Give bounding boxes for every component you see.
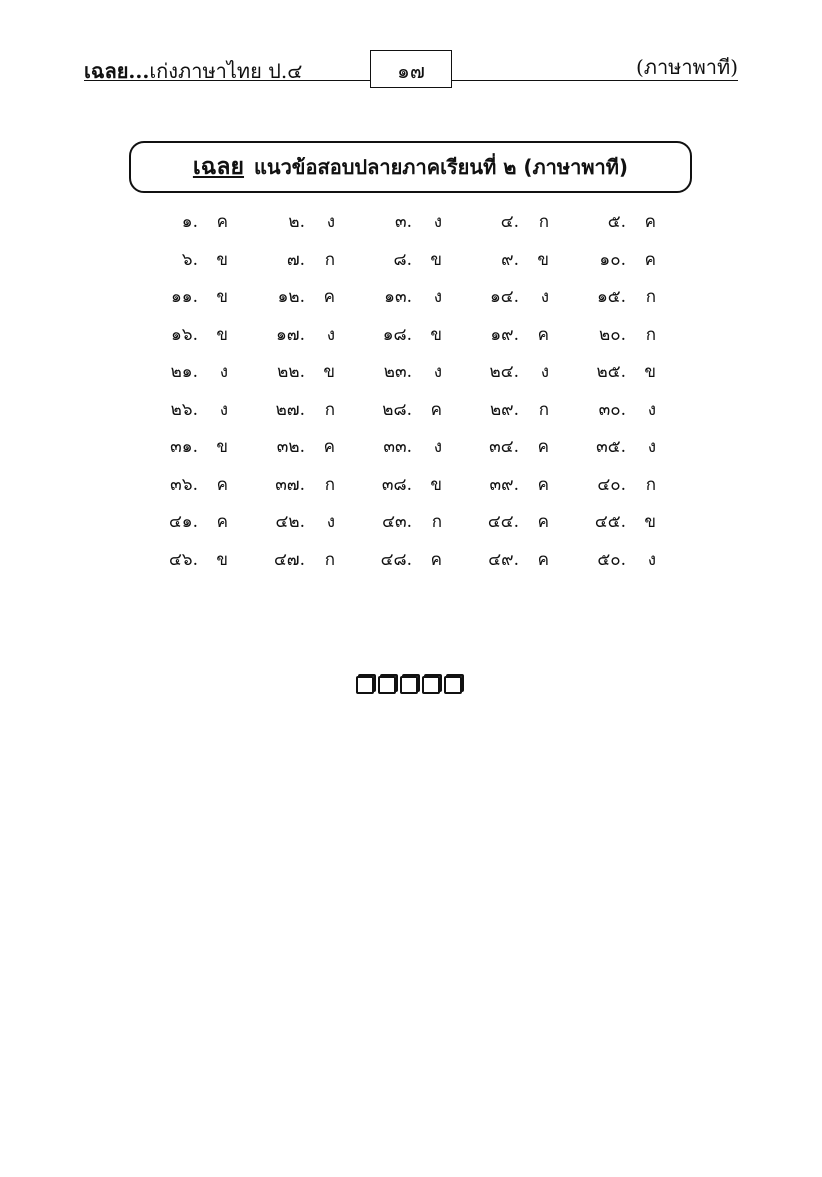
- answer-choice: ข: [216, 249, 228, 270]
- question-number: ๒๖.: [170, 399, 198, 420]
- answer-choice: ง: [433, 437, 442, 458]
- answer-choice: ง: [433, 212, 442, 233]
- answer-row: [143, 503, 678, 541]
- answer-choice: ก: [324, 474, 335, 495]
- question-number: ๓๓.: [383, 437, 412, 458]
- answer-choice: ง: [647, 549, 656, 570]
- answer-item: [464, 246, 571, 273]
- answer-item: [571, 358, 678, 385]
- answer-choice: ง: [540, 287, 549, 308]
- answer-choice: ง: [647, 399, 656, 420]
- answer-item: [357, 546, 464, 573]
- answer-row: [143, 428, 678, 466]
- answer-item: [357, 471, 464, 498]
- answer-choice: ข: [216, 549, 228, 570]
- question-number: ๒๙.: [489, 399, 519, 420]
- question-number: ๒.: [288, 212, 305, 233]
- answer-item: [357, 321, 464, 348]
- answer-choice: ง: [433, 287, 442, 308]
- header-book-name: เก่งภาษาไทย ป.๔: [149, 59, 303, 83]
- question-number: ๓๔.: [489, 437, 519, 458]
- answer-choice: ง: [647, 437, 656, 458]
- answer-item: [464, 208, 571, 235]
- question-number: ๒๕.: [596, 362, 626, 383]
- answer-choice: ก: [538, 212, 549, 233]
- header-subject: (ภาษาพาที): [635, 55, 738, 79]
- answer-choice: ก: [645, 287, 656, 308]
- question-number: ๒๒.: [277, 362, 305, 383]
- question-number: ๒๓.: [383, 362, 412, 383]
- answer-item: [357, 246, 464, 273]
- answer-item: [143, 508, 250, 535]
- answer-item: [571, 508, 678, 535]
- answer-item: [571, 433, 678, 460]
- question-number: ๓๙.: [489, 474, 519, 495]
- answer-item: [464, 358, 571, 385]
- answer-item: [357, 283, 464, 310]
- answer-choice: ค: [216, 212, 228, 233]
- answer-item: [143, 396, 250, 423]
- question-number: ๑.: [181, 212, 198, 233]
- question-number: ๑๕.: [596, 287, 626, 308]
- answer-item: [571, 546, 678, 573]
- answer-item: [357, 433, 464, 460]
- answer-choice: ง: [326, 212, 335, 233]
- answer-item: [357, 508, 464, 535]
- answer-row: [143, 391, 678, 429]
- answer-choice: ง: [433, 362, 442, 383]
- answer-row: [143, 541, 678, 579]
- question-number: ๕๐.: [597, 549, 626, 570]
- answer-row: [143, 203, 678, 241]
- question-number: ๒๗.: [275, 399, 305, 420]
- question-number: ๑๓.: [384, 287, 412, 308]
- answer-item: [250, 471, 357, 498]
- question-number: ๔๕.: [594, 512, 626, 533]
- answer-item: [250, 321, 357, 348]
- question-number: ๑๑.: [171, 287, 198, 308]
- answer-choice: ค: [216, 512, 228, 533]
- answer-item: [143, 208, 250, 235]
- answer-choice: ข: [430, 324, 442, 345]
- answer-choice: ก: [431, 512, 442, 533]
- question-number: ๓๗.: [275, 474, 305, 495]
- answer-item: [357, 396, 464, 423]
- answer-item: [464, 396, 571, 423]
- question-number: ๙.: [501, 249, 519, 270]
- answer-item: [357, 208, 464, 235]
- answer-item: [143, 358, 250, 385]
- answer-item: [357, 358, 464, 385]
- question-number: ๒๔.: [489, 362, 519, 383]
- answer-item: [250, 208, 357, 235]
- answer-row: [143, 241, 678, 279]
- answer-item: [250, 283, 357, 310]
- page-number-box: [370, 50, 452, 88]
- square-ornament-icon: [378, 676, 396, 694]
- end-ornament: [356, 673, 466, 695]
- answer-item: [143, 246, 250, 273]
- answer-choice: ค: [537, 324, 549, 345]
- question-number: ๗.: [286, 249, 305, 270]
- answer-choice: ก: [324, 249, 335, 270]
- answer-choice: ง: [219, 399, 228, 420]
- answer-item: [250, 433, 357, 460]
- answer-choice: ง: [326, 512, 335, 533]
- answer-choice: ข: [216, 324, 228, 345]
- question-number: ๓๘.: [381, 474, 412, 495]
- title-subtitle: แนวข้อสอบปลายภาคเรียนที่ ๒ (ภาษาพาที): [254, 155, 629, 179]
- question-number: ๔๙.: [488, 549, 519, 570]
- answer-choice: ค: [537, 474, 549, 495]
- answer-choice: ก: [645, 324, 656, 345]
- question-number: ๒๘.: [382, 399, 412, 420]
- answer-choice: ก: [645, 474, 656, 495]
- answer-choice: ค: [644, 249, 656, 270]
- answer-item: [250, 358, 357, 385]
- square-ornament-icon: [444, 676, 462, 694]
- answer-choice: ข: [644, 512, 656, 533]
- question-number: ๓๑.: [170, 437, 198, 458]
- answer-item: [571, 246, 678, 273]
- answer-item: [143, 433, 250, 460]
- answer-item: [571, 396, 678, 423]
- answer-item: [464, 508, 571, 535]
- answer-item: [143, 546, 250, 573]
- answer-row: [143, 316, 678, 354]
- answer-choice: ค: [430, 399, 442, 420]
- answer-item: [143, 471, 250, 498]
- answer-item: [464, 471, 571, 498]
- question-number: ๒๐.: [599, 324, 626, 345]
- question-number: ๔๖.: [168, 549, 198, 570]
- question-number: ๑๒.: [277, 287, 305, 308]
- answer-choice: ค: [430, 549, 442, 570]
- answer-choice: ค: [323, 437, 335, 458]
- answer-row: [143, 353, 678, 391]
- question-number: ๓๖.: [170, 474, 198, 495]
- answer-item: [250, 508, 357, 535]
- answer-item: [464, 321, 571, 348]
- answer-item: [143, 283, 250, 310]
- answer-item: [571, 208, 678, 235]
- header-book-title: [84, 55, 302, 87]
- answer-choice: ข: [644, 362, 656, 383]
- question-number: ๓๐.: [598, 399, 626, 420]
- answer-choice: ก: [324, 549, 335, 570]
- answer-row: [143, 278, 678, 316]
- page-header: [84, 46, 738, 86]
- answer-key-title: [129, 141, 692, 193]
- question-number: ๔๔.: [487, 512, 519, 533]
- answer-item: [571, 283, 678, 310]
- header-answer-label: เฉลย...: [84, 59, 150, 83]
- question-number: ๑๙.: [490, 324, 519, 345]
- answer-choice: ค: [537, 512, 549, 533]
- question-number: ๔๑.: [168, 512, 198, 533]
- square-ornament-icon: [400, 676, 418, 694]
- answer-choice: ข: [430, 249, 442, 270]
- answer-choice: ง: [326, 324, 335, 345]
- answer-choice: ค: [216, 474, 228, 495]
- question-number: ๒๑.: [170, 362, 198, 383]
- answer-choice: ค: [644, 212, 656, 233]
- question-number: ๖.: [181, 249, 198, 270]
- title-main: เฉลย: [192, 154, 245, 180]
- square-ornament-icon: [422, 676, 440, 694]
- answer-choice: ข: [430, 474, 442, 495]
- question-number: ๑๖.: [171, 324, 198, 345]
- answer-item: [571, 471, 678, 498]
- answer-item: [250, 246, 357, 273]
- answer-choice: ก: [324, 399, 335, 420]
- question-number: ๔๘.: [380, 549, 412, 570]
- question-number: ๔๐.: [597, 474, 626, 495]
- answer-choice: ค: [323, 287, 335, 308]
- answer-item: [250, 396, 357, 423]
- answer-item: [464, 546, 571, 573]
- answer-item: [464, 283, 571, 310]
- question-number: ๔๓.: [382, 512, 412, 533]
- answer-choice: ข: [216, 287, 228, 308]
- answer-item: [250, 546, 357, 573]
- answer-choice: ค: [537, 549, 549, 570]
- page-number: ๑๗: [397, 59, 425, 83]
- answer-item: [464, 433, 571, 460]
- question-number: ๔.: [500, 212, 519, 233]
- question-number: ๑๘.: [382, 324, 412, 345]
- answer-row: [143, 466, 678, 504]
- answer-item: [143, 321, 250, 348]
- answer-choice: ง: [219, 362, 228, 383]
- question-number: ๑๗.: [276, 324, 305, 345]
- question-number: ๕.: [607, 212, 626, 233]
- answer-choice: ข: [216, 437, 228, 458]
- answer-choice: ข: [323, 362, 335, 383]
- answer-item: [571, 321, 678, 348]
- question-number: ๔๗.: [273, 549, 305, 570]
- question-number: ๓.: [394, 212, 412, 233]
- answer-choice: ข: [537, 249, 549, 270]
- question-number: ๓๕.: [596, 437, 626, 458]
- answer-grid: [143, 203, 678, 578]
- square-ornament-icon: [356, 676, 374, 694]
- question-number: ๑๔.: [489, 287, 519, 308]
- question-number: ๘.: [393, 249, 412, 270]
- question-number: ๓๒.: [276, 437, 305, 458]
- answer-choice: ง: [540, 362, 549, 383]
- question-number: ๑๐.: [599, 249, 626, 270]
- question-number: ๔๒.: [275, 512, 305, 533]
- answer-choice: ค: [537, 437, 549, 458]
- answer-choice: ก: [538, 399, 549, 420]
